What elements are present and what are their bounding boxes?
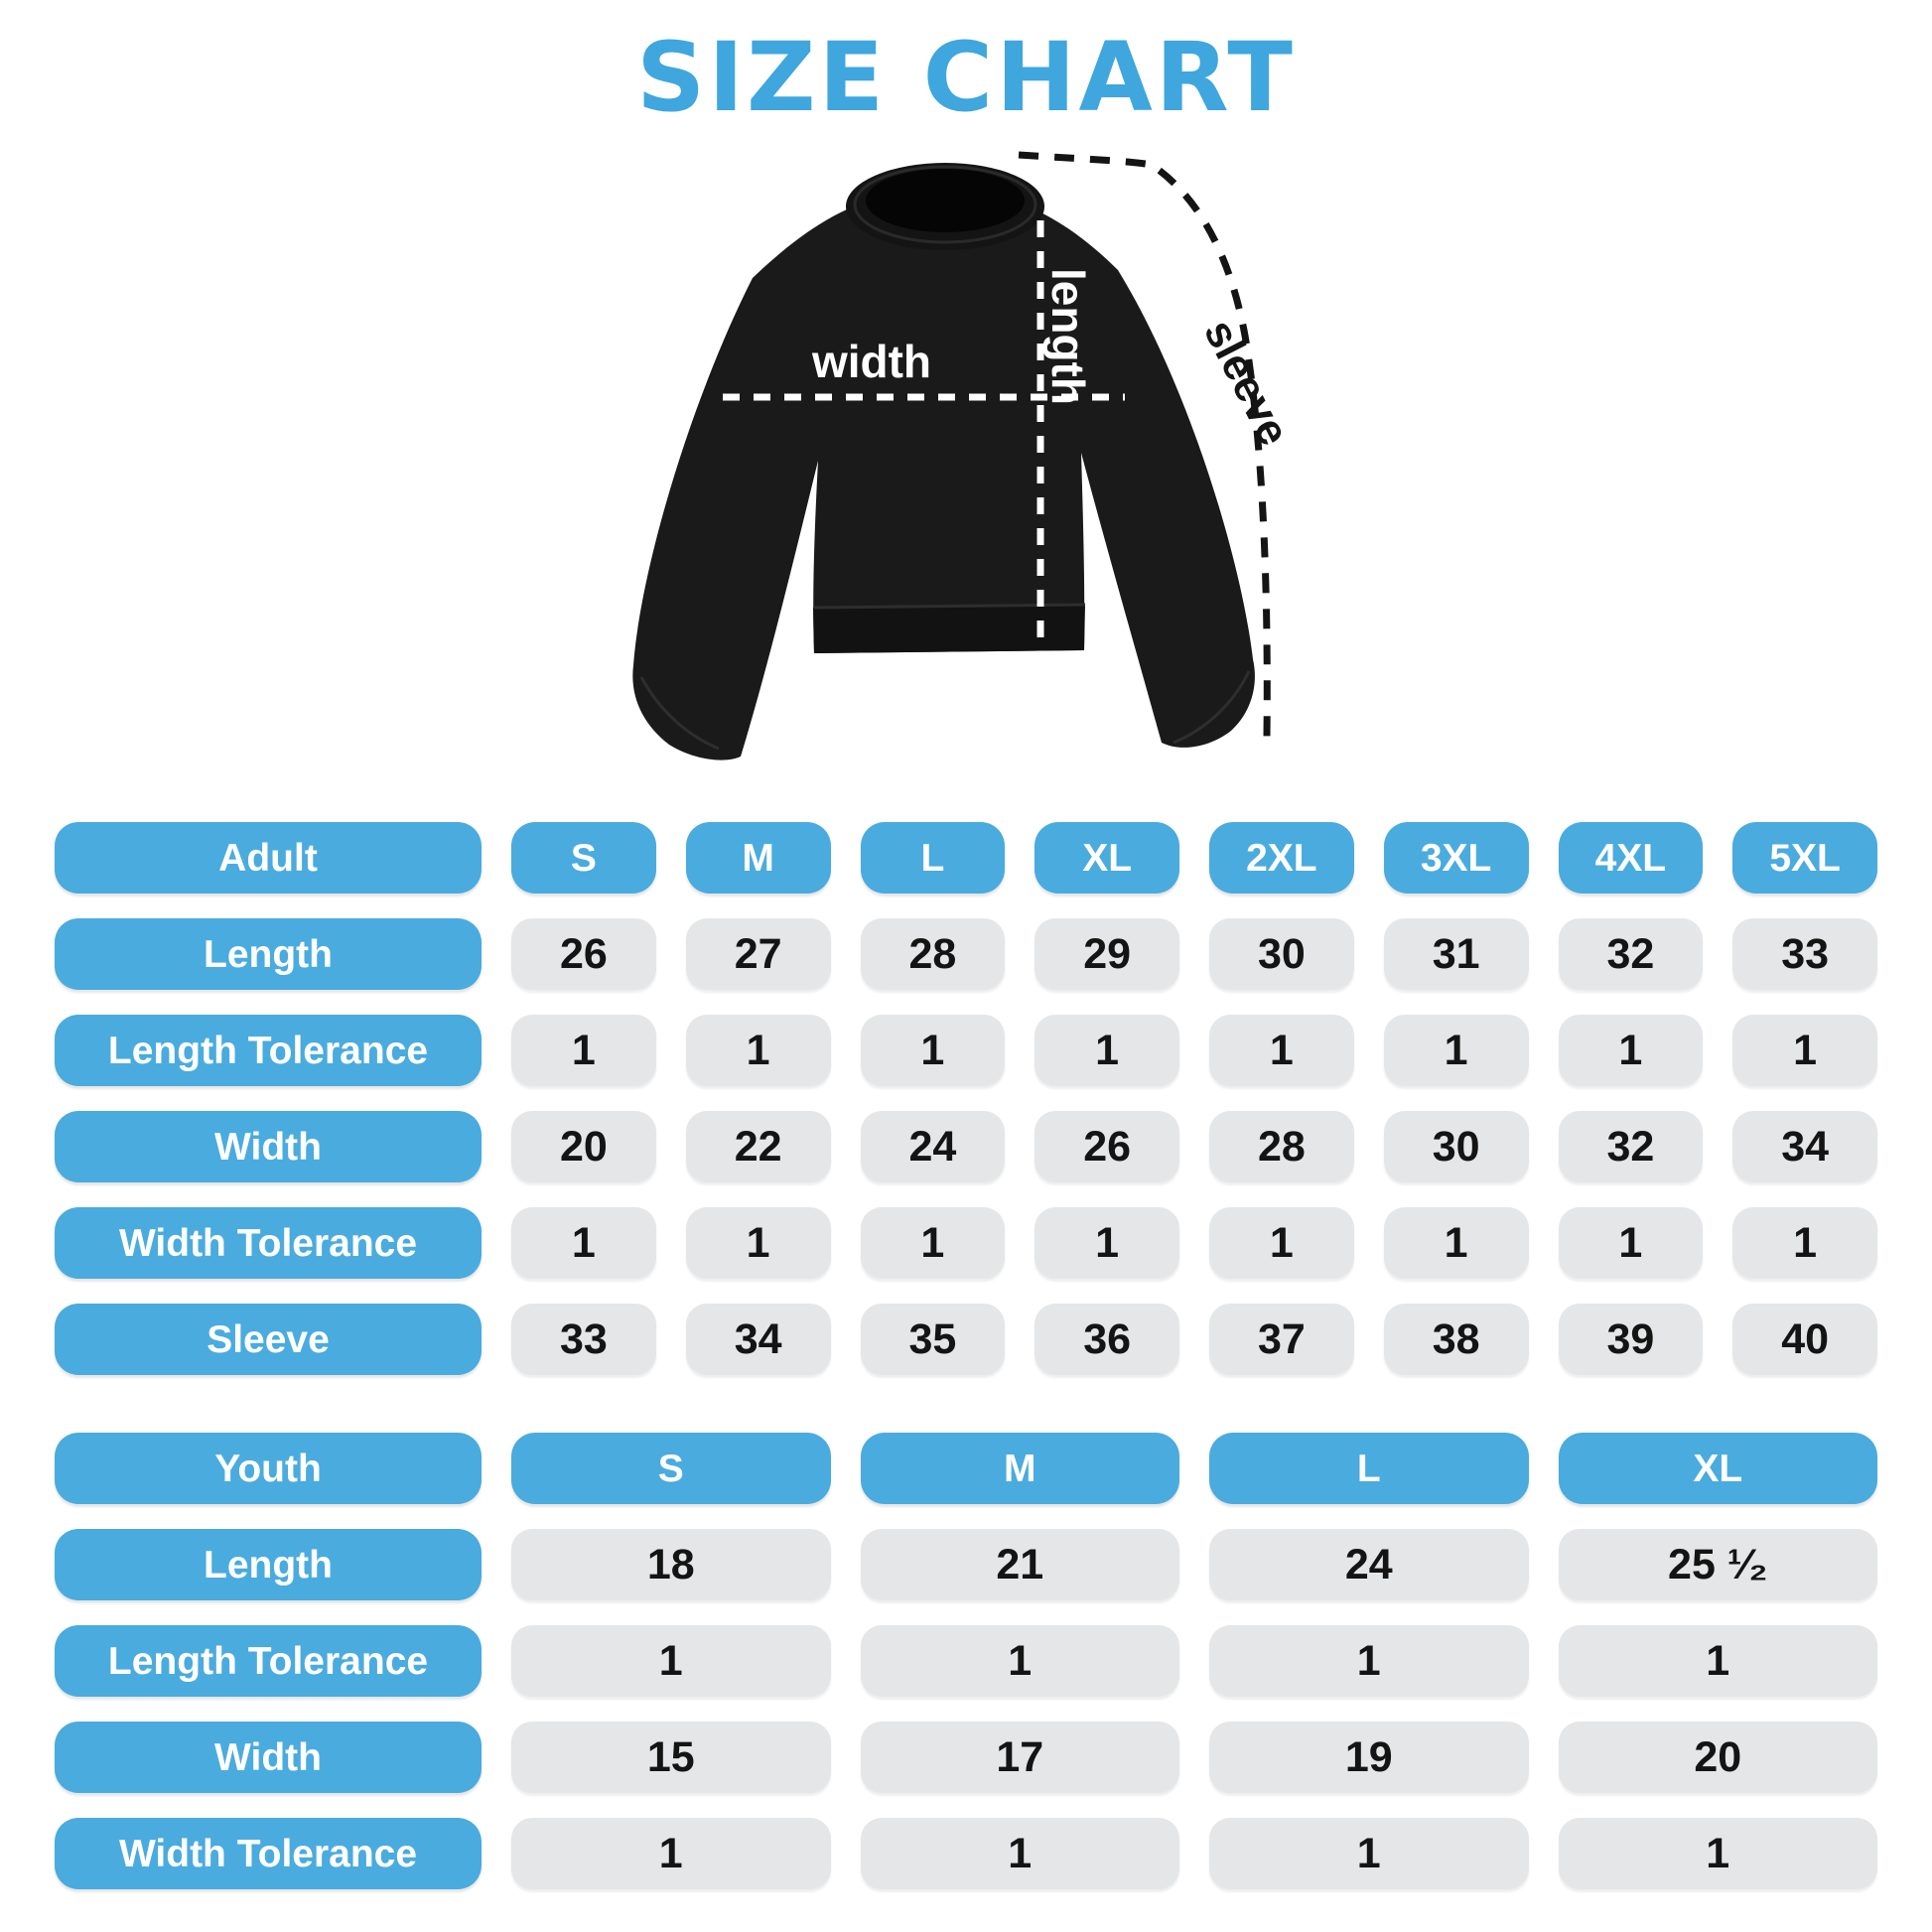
youth-size-cell: 24 xyxy=(1209,1529,1529,1600)
adult-size-cell: 1 xyxy=(1384,1015,1529,1086)
adult-table-title: Adult xyxy=(55,822,482,894)
adult-size-cell: 37 xyxy=(1209,1304,1354,1375)
sweatshirt-body xyxy=(632,193,1255,760)
sweatshirt-graphic xyxy=(544,141,1318,776)
adult-size-cell: 32 xyxy=(1559,918,1704,990)
youth-header-cell: M xyxy=(861,1433,1180,1504)
youth-size-cell: 1 xyxy=(1559,1625,1878,1697)
adult-size-cell: 1 xyxy=(1559,1207,1704,1279)
youth-size-cell: 17 xyxy=(861,1722,1180,1793)
collar-opening xyxy=(866,169,1025,232)
adult-row-label: Width Tolerance xyxy=(55,1207,482,1279)
youth-row-label: Width Tolerance xyxy=(55,1818,482,1889)
adult-size-cell: 30 xyxy=(1209,918,1354,990)
adult-row-label: Length xyxy=(55,918,482,990)
adult-size-cell: 22 xyxy=(686,1111,831,1182)
youth-size-cell: 18 xyxy=(511,1529,831,1600)
youth-size-cell: 25 ¹⁄₂ xyxy=(1559,1529,1878,1600)
youth-size-cell: 21 xyxy=(861,1529,1180,1600)
sleeve-label: sleeve xyxy=(1194,312,1299,454)
adult-size-cell: 24 xyxy=(861,1111,1006,1182)
youth-size-cell: 20 xyxy=(1559,1722,1878,1793)
adult-size-cell: 1 xyxy=(1732,1015,1877,1086)
adult-size-cell: 1 xyxy=(861,1207,1006,1279)
youth-size-cell: 1 xyxy=(1559,1818,1878,1889)
adult-size-cell: 28 xyxy=(1209,1111,1354,1182)
youth-size-cell: 1 xyxy=(511,1625,831,1697)
adult-size-cell: 39 xyxy=(1559,1304,1704,1375)
adult-row-label: Width xyxy=(55,1111,482,1182)
youth-header-cell: S xyxy=(511,1433,831,1504)
adult-size-cell: 28 xyxy=(861,918,1006,990)
youth-size-cell: 1 xyxy=(861,1818,1180,1889)
sweatshirt-diagram xyxy=(544,141,1318,776)
adult-size-cell: 1 xyxy=(1035,1015,1179,1086)
adult-size-cell: 1 xyxy=(1559,1015,1704,1086)
adult-size-cell: 1 xyxy=(1209,1015,1354,1086)
adult-header-cell: XL xyxy=(1035,822,1179,894)
adult-size-cell: 38 xyxy=(1384,1304,1529,1375)
adult-size-cell: 34 xyxy=(686,1304,831,1375)
youth-header-cell: L xyxy=(1209,1433,1529,1504)
adult-size-cell: 20 xyxy=(511,1111,656,1182)
adult-size-cell: 1 xyxy=(1035,1207,1179,1279)
adult-size-cell: 33 xyxy=(1732,918,1877,990)
youth-row-label: Length Tolerance xyxy=(55,1625,482,1697)
adult-header-cell: L xyxy=(861,822,1006,894)
adult-size-cell: 1 xyxy=(511,1207,656,1279)
youth-header-cell: XL xyxy=(1559,1433,1878,1504)
adult-size-cell: 33 xyxy=(511,1304,656,1375)
adult-size-cell: 1 xyxy=(1732,1207,1877,1279)
width-label: width xyxy=(811,336,932,387)
adult-size-cell: 35 xyxy=(861,1304,1006,1375)
youth-size-cell: 1 xyxy=(861,1625,1180,1697)
adult-size-cell: 1 xyxy=(1384,1207,1529,1279)
adult-header-cell: 2XL xyxy=(1209,822,1354,894)
page-title: SIZE CHART xyxy=(636,22,1296,133)
youth-size-cell: 1 xyxy=(1209,1625,1529,1697)
adult-size-cell: 26 xyxy=(1035,1111,1179,1182)
adult-row-label: Length Tolerance xyxy=(55,1015,482,1086)
adult-size-cell: 1 xyxy=(686,1015,831,1086)
adult-header-cell: M xyxy=(686,822,831,894)
adult-size-cell: 32 xyxy=(1559,1111,1704,1182)
youth-row-label: Width xyxy=(55,1722,482,1793)
youth-size-table xyxy=(55,1433,1877,1889)
length-label: length xyxy=(1042,268,1094,405)
youth-size-cell: 19 xyxy=(1209,1722,1529,1793)
adult-size-cell: 34 xyxy=(1732,1111,1877,1182)
adult-size-cell: 40 xyxy=(1732,1304,1877,1375)
adult-size-cell: 31 xyxy=(1384,918,1529,990)
adult-size-table xyxy=(55,822,1877,1375)
adult-size-cell: 1 xyxy=(511,1015,656,1086)
adult-header-cell: S xyxy=(511,822,656,894)
adult-header-cell: 4XL xyxy=(1559,822,1704,894)
adult-size-cell: 36 xyxy=(1035,1304,1179,1375)
adult-header-cell: 3XL xyxy=(1384,822,1529,894)
hem-band xyxy=(813,605,1085,653)
adult-row-label: Sleeve xyxy=(55,1304,482,1375)
adult-size-cell: 1 xyxy=(861,1015,1006,1086)
adult-size-cell: 30 xyxy=(1384,1111,1529,1182)
youth-size-cell: 1 xyxy=(511,1818,831,1889)
adult-size-cell: 1 xyxy=(686,1207,831,1279)
youth-size-cell: 1 xyxy=(1209,1818,1529,1889)
adult-header-cell: 5XL xyxy=(1732,822,1877,894)
adult-size-cell: 1 xyxy=(1209,1207,1354,1279)
youth-row-label: Length xyxy=(55,1529,482,1600)
adult-size-cell: 29 xyxy=(1035,918,1179,990)
youth-size-cell: 15 xyxy=(511,1722,831,1793)
adult-size-cell: 27 xyxy=(686,918,831,990)
youth-table-title: Youth xyxy=(55,1433,482,1504)
adult-size-cell: 26 xyxy=(511,918,656,990)
